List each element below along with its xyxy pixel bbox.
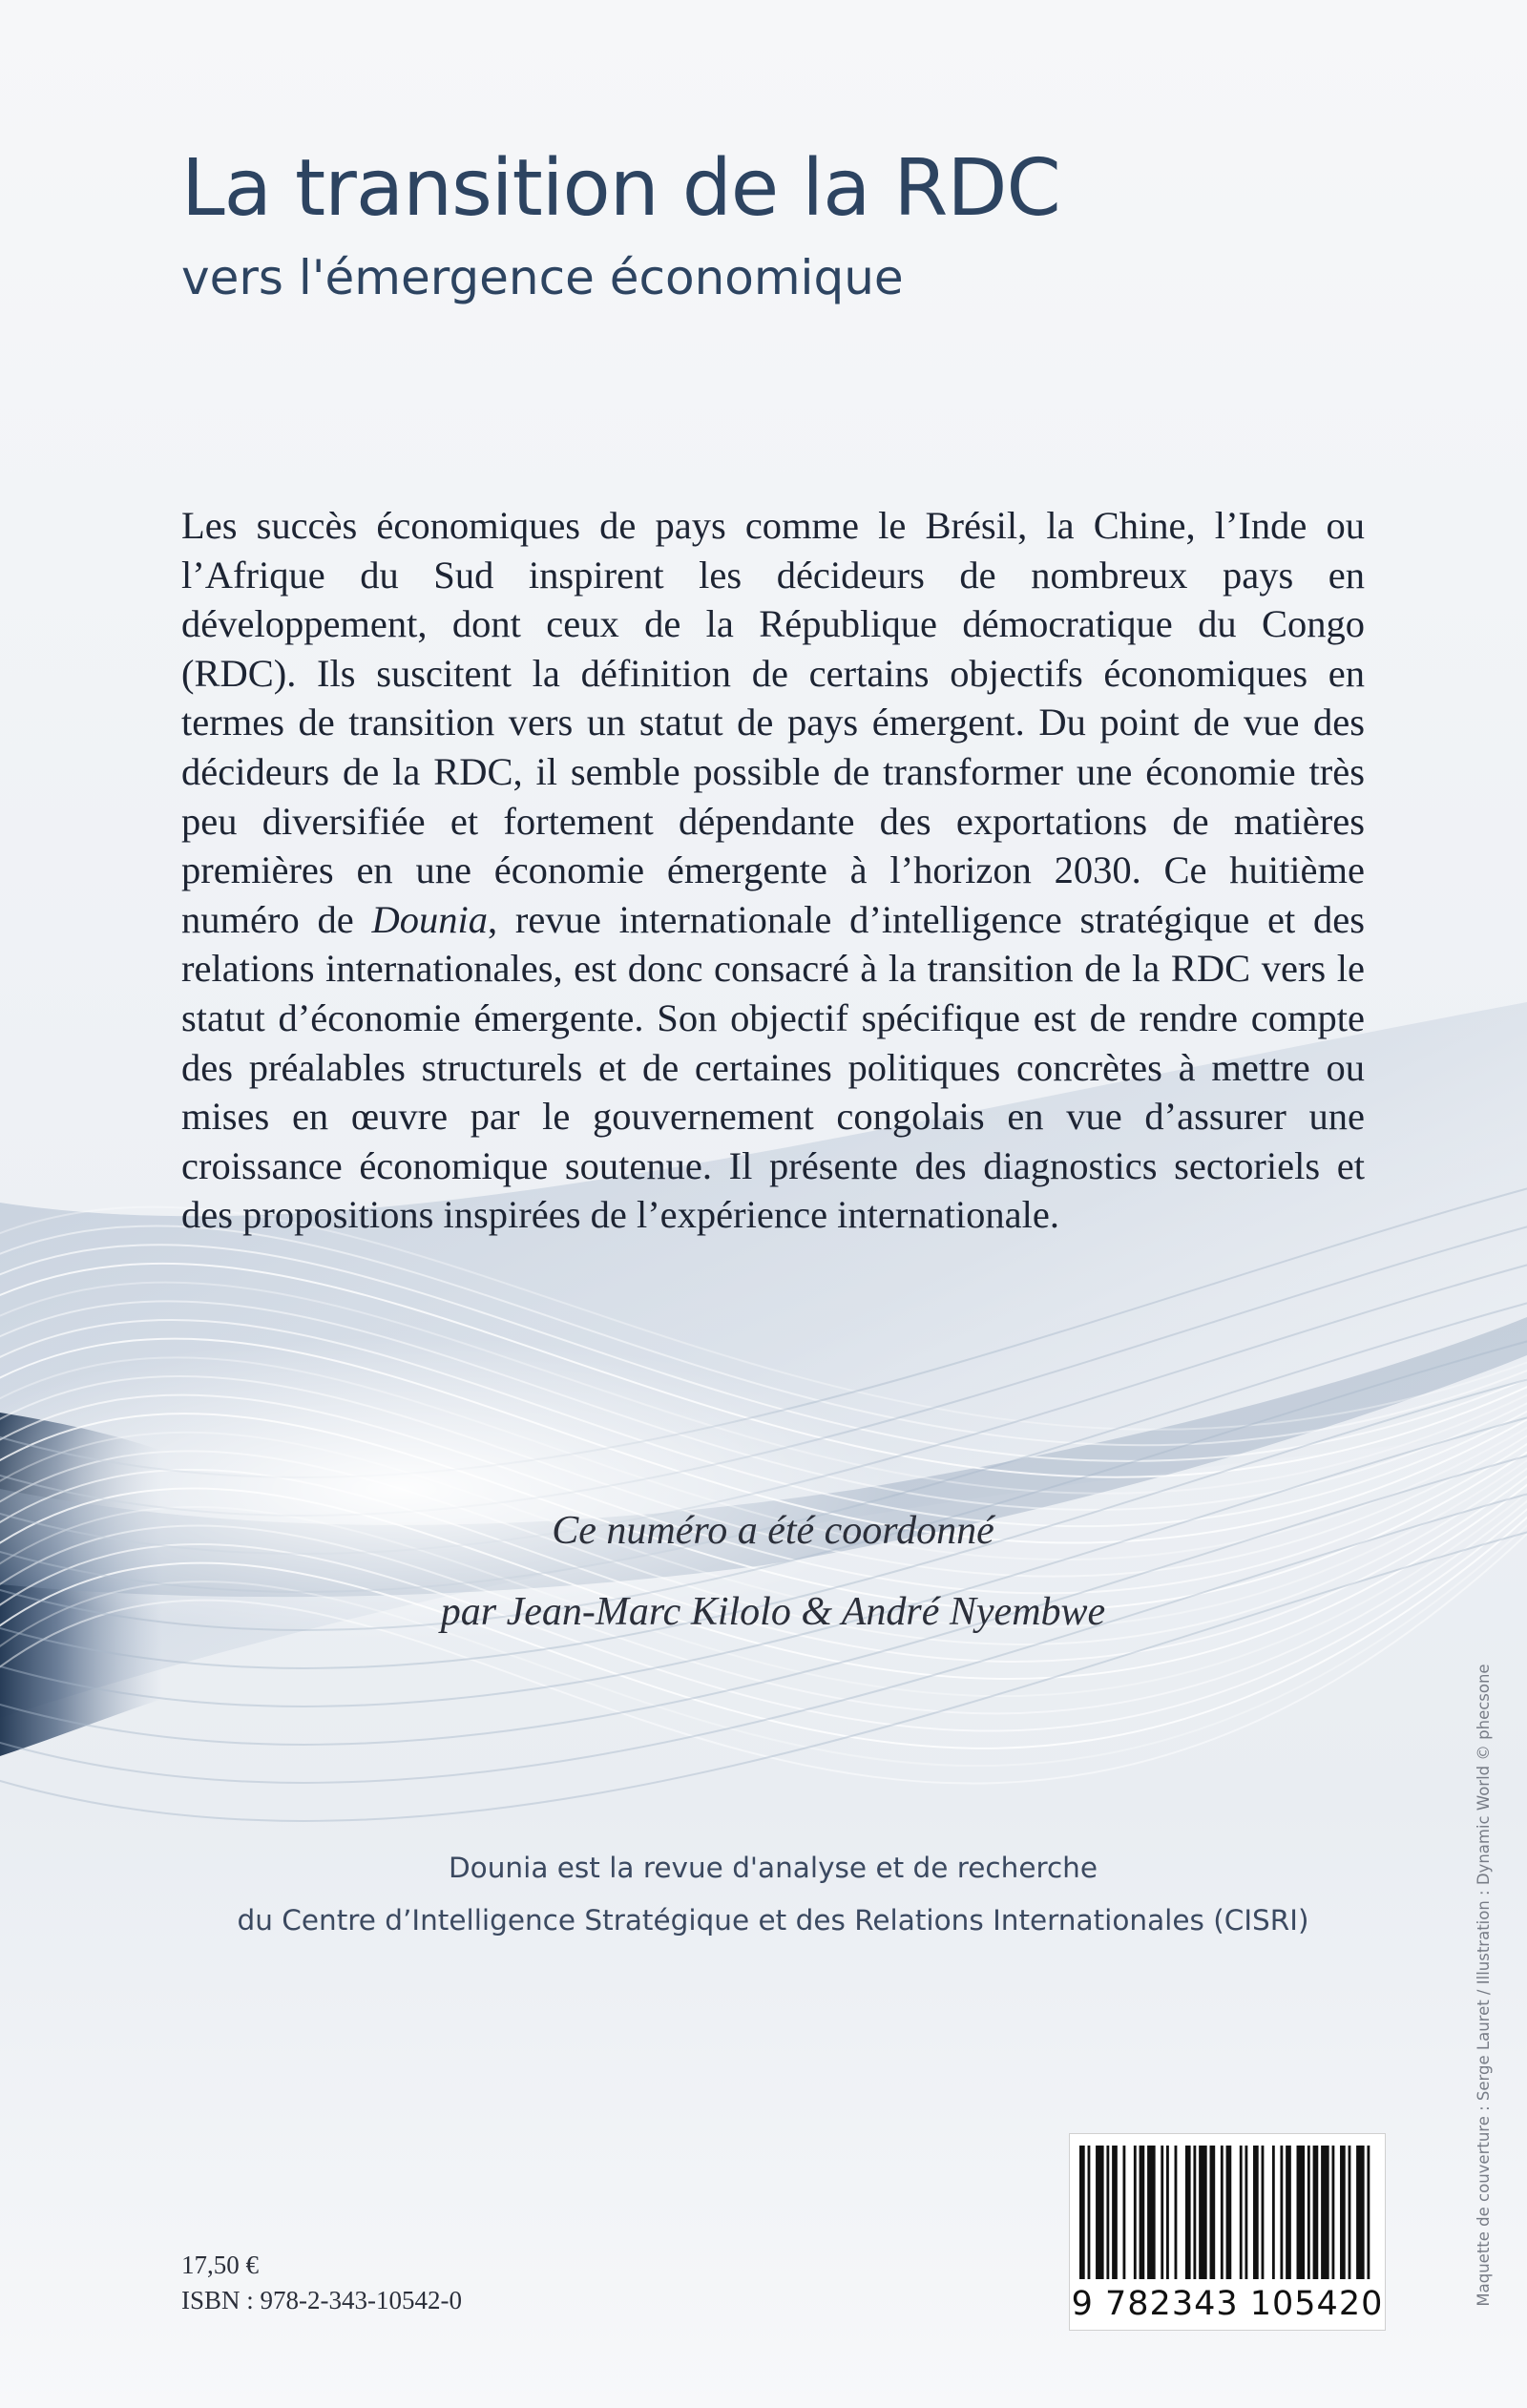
isbn: ISBN : 978-2-343-10542-0 [181, 2286, 462, 2314]
barcode-bar [1367, 2146, 1370, 2279]
barcode-bar [1221, 2146, 1224, 2279]
blurb-text-start: Les succès économiques de pays comme le Brésil, la Chine, l’Inde ou l’Afrique du Sud inspirent les décideurs de nombreux pays en développement, dont ceux de la République démocratique du Congo (RDC). Ils suscitent la définition de certains objectifs économiques en termes de transition vers un statut de pays émergent. Du point de vue des décideurs de la RDC, il semble possible de transformer une économie très peu diversifiée et fortement dépendante des exportations de matières premières en une économie émergente à l’horizon 2030. Ce huitième numéro de [181, 504, 1365, 941]
barcode-digits: 9 782343 105420 [1071, 2285, 1384, 2323]
barcode-bar [1079, 2146, 1085, 2279]
barcode-bar [1226, 2146, 1232, 2279]
blurb-paragraph [181, 501, 1365, 1240]
barcode-bar [1147, 2146, 1156, 2279]
barcode-bar [1313, 2146, 1319, 2279]
barcode-bar [1272, 2146, 1275, 2279]
barcode [1069, 2133, 1386, 2331]
cover-subtitle: vers l'émergence économique [181, 250, 904, 305]
barcode-bar [1166, 2146, 1169, 2279]
barcode-bars [1079, 2146, 1375, 2279]
coordination-line-1: Ce numéro a été coordonné [552, 1509, 994, 1553]
barcode-bar [1340, 2146, 1346, 2279]
cover-credits: Maquette de couverture : Serge Lauret / Illustration : Dynamic World © phecsone [1475, 1664, 1493, 2307]
barcode-bar [1262, 2146, 1265, 2279]
barcode-bar [1175, 2146, 1178, 2279]
price: 17,50 € [181, 2251, 259, 2279]
barcode-bar [1253, 2146, 1259, 2279]
barcode-bar [1280, 2146, 1283, 2279]
barcode-bar [1134, 2146, 1137, 2279]
coordination-line-2: par Jean-Marc Kilolo & André Nyembwe [440, 1590, 1106, 1634]
barcode-bar [1332, 2146, 1335, 2279]
barcode-bar [1286, 2146, 1291, 2279]
barcode-bar [1185, 2146, 1191, 2279]
journal-description-line-1: Dounia est la revue d'analyse et de recherche [448, 1852, 1098, 1884]
journal-name: Dounia [371, 897, 489, 941]
barcode-bar [1307, 2146, 1310, 2279]
barcode-bar [1240, 2146, 1243, 2279]
barcode-bar [1140, 2146, 1145, 2279]
barcode-bar [1199, 2146, 1207, 2279]
barcode-bar [1106, 2146, 1109, 2279]
barcode-bar [1193, 2146, 1196, 2279]
barcode-bar [1245, 2146, 1247, 2279]
barcode-bar [1161, 2146, 1163, 2279]
cover-title: La transition de la RDC [181, 143, 1060, 234]
barcode-bar [1112, 2146, 1118, 2279]
barcode-bar [1297, 2146, 1306, 2279]
barcode-bar [1349, 2146, 1351, 2279]
barcode-bar [1210, 2146, 1216, 2279]
barcode-bar [1123, 2146, 1126, 2279]
barcode-bar [1088, 2146, 1091, 2279]
blurb-text-end: , revue internationale d’intelligence stratégique et des relations internationales, est donc consacré à la transition de la RDC vers le statut d’économie émergente. Son objectif spécifique est de rendre compte des préalables structurels et de certaines politiques concrètes à mettre ou mises en œuvre par le gouvernement congolais en vue d’assurer une croissance économique soutenue. Il présente des diagnostics sectoriels et des propositions inspirées de l’expérience internationale. [181, 897, 1365, 1237]
credits-container [1475, 1580, 1503, 2391]
journal-description-line-2: du Centre d’Intelligence Stratégique et des Relations Internationales (CISRI) [237, 1904, 1309, 1937]
barcode-bar [1096, 2146, 1104, 2279]
barcode-bar [1321, 2146, 1329, 2279]
barcode-bar [1356, 2146, 1365, 2279]
